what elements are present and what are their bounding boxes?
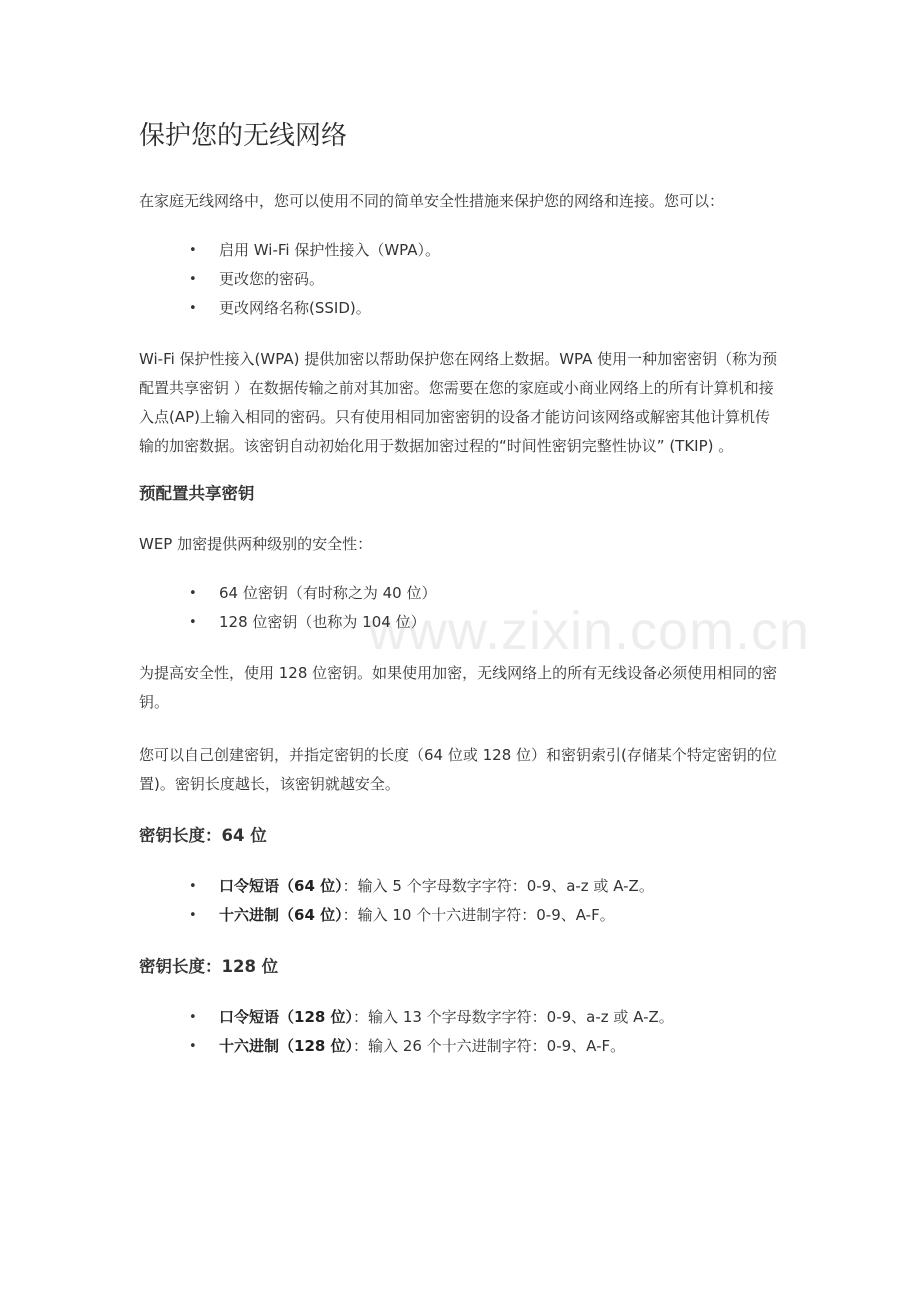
- list-item: • 128 位密钥（也称为 104 位）: [139, 608, 784, 637]
- bullet-icon: •: [189, 1010, 197, 1025]
- wpa-paragraph: Wi-Fi 保护性接入(WPA) 提供加密以帮助保护您在网络上数据。WPA 使用一种加密密钥（称为预配置共享密钥 ）在数据传输之前对其加密。您需要在您的家庭或小商业网络上的所有计算机和接入点(AP)上输入相同的密码。只有使用相同加密密钥的设备才能访问该网络或解密其他计算机传输的加密数据。该密钥自动初始化用于数据加密过程的“时间性密钥完整性协议” (TKIP) 。: [139, 350, 778, 455]
- bullet-icon: •: [189, 879, 197, 894]
- wep-list: [139, 579, 784, 637]
- list-item: • 更改网络名称(SSID)。: [139, 294, 784, 323]
- key64-list: [139, 872, 784, 930]
- item-text: ：输入 5 个字母数字字符：0-9、a-z 或 A-Z。: [342, 877, 654, 895]
- list-item: • 更改您的密码。: [139, 265, 784, 294]
- bullet-icon: •: [189, 908, 197, 923]
- bullet-icon: •: [189, 586, 197, 601]
- watermark: www.zixin.com.cn: [368, 601, 811, 661]
- item-text: ：输入 26 个十六进制字符：0-9、A-F。: [353, 1037, 626, 1055]
- item-text: ：输入 13 个字母数字字符：0-9、a-z 或 A-Z。: [353, 1008, 674, 1026]
- page-title: 保护您的无线网络: [139, 121, 348, 151]
- list-item: [139, 1003, 784, 1032]
- bullet-icon: •: [189, 301, 197, 316]
- intro-paragraph: 在家庭无线网络中，您可以使用不同的简单安全性措施来保护您的网络和连接。您可以：: [139, 192, 725, 210]
- item-label: 口令短语（128 位）: [219, 1008, 354, 1026]
- wep-paragraph: WEP 加密提供两种级别的安全性：: [139, 535, 373, 553]
- item-label: 十六进制（64 位）: [219, 906, 343, 924]
- item-label: 十六进制（128 位）: [219, 1037, 354, 1055]
- bullet-icon: •: [189, 1039, 197, 1054]
- psk-heading: 预配置共享密钥: [139, 484, 255, 503]
- list-item: • 64 位密钥（有时称之为 40 位）: [139, 579, 784, 608]
- bullet-icon: •: [189, 272, 197, 287]
- list-item: [139, 901, 784, 930]
- list-item: • 启用 Wi-Fi 保护性接入（WPA）。: [139, 236, 784, 265]
- bullet-icon: •: [189, 243, 197, 258]
- key64-heading: 密钥长度：64 位: [139, 826, 267, 845]
- list-item: [139, 872, 784, 901]
- security-paragraph: 为提高安全性，使用 128 位密钥。如果使用加密，无线网络上的所有无线设备必须使用相同的密钥。: [139, 664, 778, 711]
- item-label: 口令短语（64 位）: [219, 877, 343, 895]
- document-content: [139, 116, 784, 1061]
- key128-list: [139, 1003, 784, 1061]
- intro-list: [139, 236, 784, 323]
- list-item: [139, 1032, 784, 1061]
- item-text: ：输入 10 个十六进制字符：0-9、A-F。: [342, 906, 615, 924]
- key128-heading: 密钥长度：128 位: [139, 957, 279, 976]
- bullet-icon: •: [189, 615, 197, 630]
- create-key-paragraph: 您可以自己创建密钥，并指定密钥的长度（64 位或 128 位）和密钥索引(存储某个特定密钥的位置)。密钥长度越长，该密钥就越安全。: [139, 746, 777, 793]
